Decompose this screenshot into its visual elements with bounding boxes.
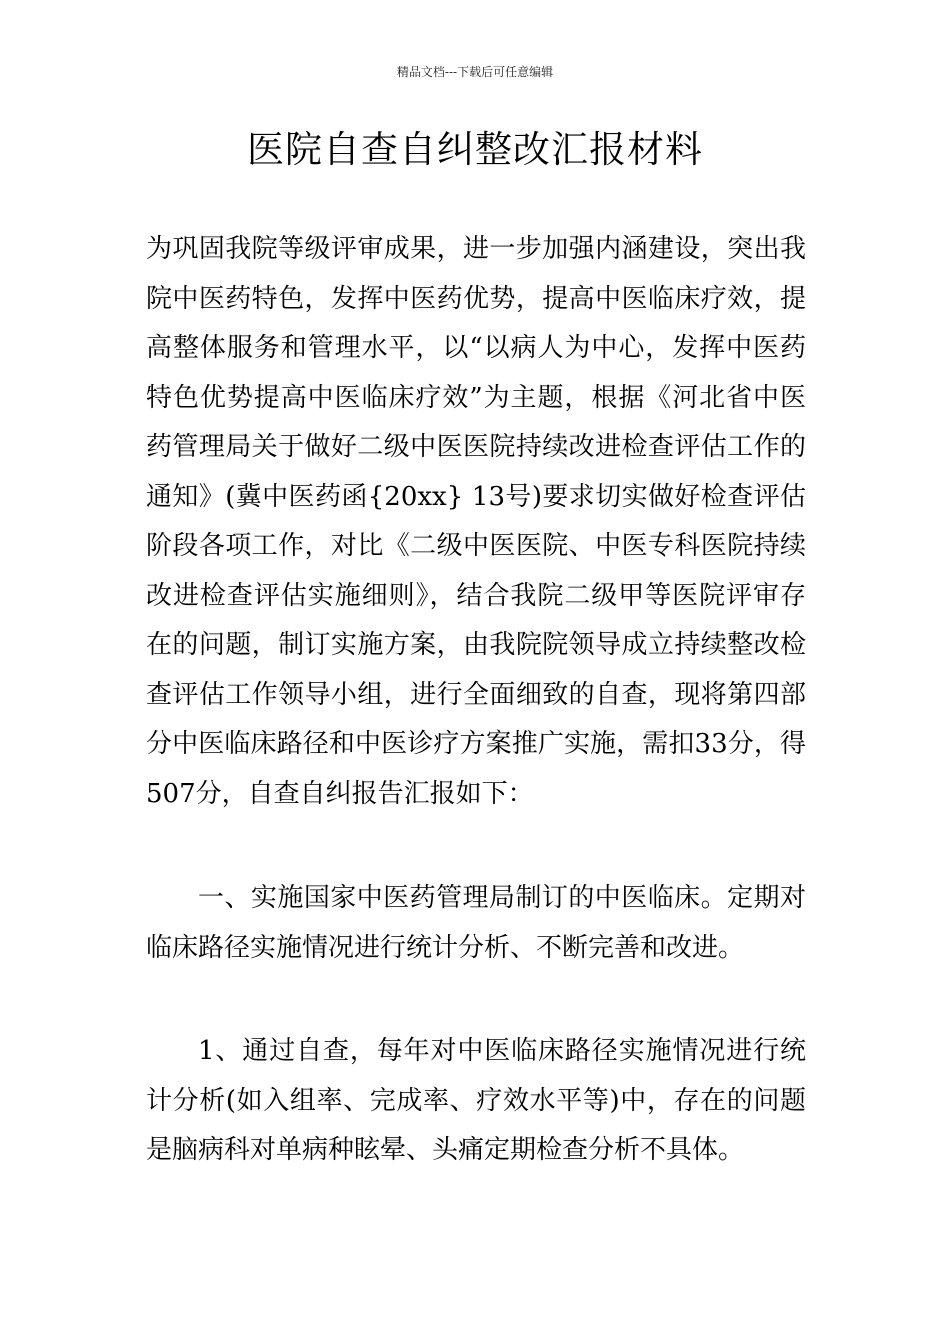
paragraph-item-one: 1、通过自查，每年对中医临床路径实施情况进行统计分析(如入组率、完成率、疗效水平等)中，存在的问题是脑病科对单病种眩晕、头痛定期检查分析不具体。 [146, 1036, 806, 1165]
header-note: 精品文档---下载后可任意编辑 [396, 65, 554, 79]
document-title: 医院自查自纠整改汇报材料 [247, 128, 703, 171]
paragraph-section-one: 一、实施国家中医药管理局制订的中医临床。定期对临床路径实施情况进行统计分析、不断完善和改进。 [146, 883, 806, 963]
paragraph-intro: 为巩固我院等级评审成果，进一步加强内涵建设，突出我院中医药特色，发挥中医药优势，提高中医临床疗效，提高整体服务和管理水平，以“以病人为中心，发挥中医药特色优势提高中医临床疗效”为主题，根据《河北省中医药管理局关于做好二级中医医院持续改进检查评估工作的通知》(冀中医药函{20xx} 13号)要求切实做好检查评估阶段各项工作，对比《二级中医医院、中医专科医院持续改进检查评估实施细则》，结合我院二级甲等医院评审存在的问题，制订实施方案，由我院院领导成立持续整改检查评估工作领导小组，进行全面细致的自查，现将第四部分中医临床路径和中医诊疗方案推广实施，需扣33分，得507分，自查自纠报告汇报如下： [146, 234, 806, 809]
